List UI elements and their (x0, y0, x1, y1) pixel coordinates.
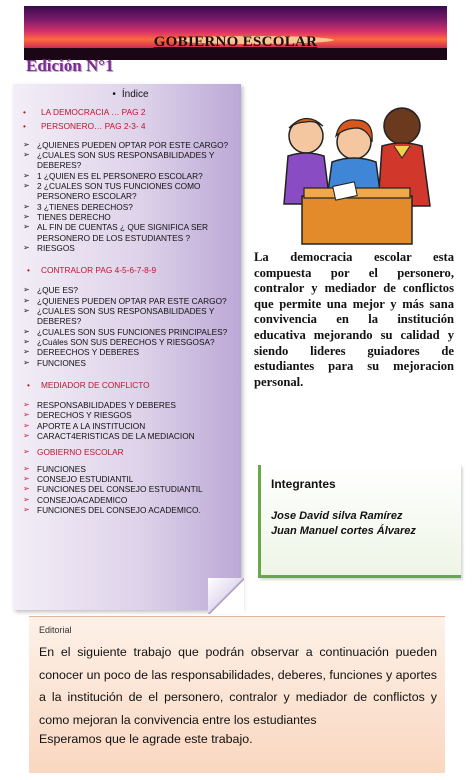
index-item: ➢ ¿CUALES SON SUS RESPONSABILIDADES Y DEBERES? (23, 306, 238, 327)
index-item: ➢ GOBIERNO ESCOLAR (23, 447, 238, 457)
index-list (23, 90, 238, 515)
page-title: GOBIERNO ESCOLAR (153, 34, 318, 50)
index-item: ➢ CARACT4ERISTICAS DE LA MEDIACION (23, 431, 238, 441)
editorial-closing: Esperamos que le agrade este trabajo. (39, 732, 253, 746)
index-item: ➢ 2 ¿CUALES SON TUS FUNCIONES COMO PERSONERO ESCOLAR? (23, 181, 238, 202)
index-title-text: Índice (121, 89, 149, 100)
index-item: ➢ DERECHOS Y RIESGOS (23, 410, 238, 420)
team-heading: Integrantes (271, 477, 336, 491)
team-member-2: Juan Manuel cortes Álvarez (271, 525, 416, 537)
index-item: ➢ FUNCIONES DEL CONSEJO ACADEMICO. (23, 505, 238, 515)
index-item: ➢ AL FIN DE CUENTAS ¿ QUE SIGNIFICA SER PERSONERO DE LOS ESTUDIANTES ? (23, 222, 238, 243)
editorial-body: En el siguiente trabajo que podrán observar a continuación pueden conocer un poco de las responsabilidades, deberes, funciones y aportes a la institución de el personero, contralor y mediador de conflictos y como mejoran la convivencia entre los estudiantes (39, 645, 437, 727)
team-box (258, 465, 461, 578)
bullet-icon: • (112, 89, 116, 100)
editorial-label: Editorial (39, 625, 72, 635)
index-section: • MEDIADOR DE CONFLICTO (23, 380, 238, 390)
index-item: ➢ CONSEJO ESTUDIANTIL (23, 474, 238, 484)
students-voting-illustration (262, 96, 440, 246)
team-member-1: Jose David silva Ramírez (271, 510, 403, 522)
header-banner (24, 6, 447, 60)
index-item: ➢ FUNCIONES DEL CONSEJO ESTUDIANTIL (23, 484, 238, 494)
index-item: ➢ ¿CUALES SON SUS RESPONSABILIDADES Y DEBERES? (23, 150, 238, 171)
index-item: ➢ FUNCIONES (23, 358, 238, 368)
index-panel (13, 84, 241, 610)
index-section: • PERSONERO… PAG 2-3- 4 (23, 121, 238, 131)
index-item: ➢ TIENES DERECHO (23, 212, 238, 222)
index-item: ➢ 1 ¿QUIEN ES EL PERSONERO ESCOLAR? (23, 171, 238, 181)
index-gap (23, 368, 238, 374)
index-section: • LA DEMOCRACIA … PAG 2 (23, 107, 238, 117)
editorial-box (29, 616, 445, 773)
democracy-paragraph: La democracia escolar esta compuesta por el personero, contralor y mediador de conflictos que permite una mejor y más sana convivencia en la institución educativa mejorando su calidad y siendo lideres guiadores de estudiantes para su mejoracion personal. (254, 250, 454, 389)
index-item: ➢ ¿QUE ES? (23, 285, 238, 295)
index-item: ➢ ¿CUALES SON SUS FUNCIONES PRINCIPALES? (23, 327, 238, 337)
page-curl-decoration (208, 578, 244, 614)
ballot-box (302, 196, 412, 244)
index-item: ➢ RIESGOS (23, 243, 238, 253)
index-gap (23, 253, 238, 259)
index-item: ➢ CONSEJOACADEMICO (23, 495, 238, 505)
index-item: ➢ 3 ¿TIENES DERECHOS? (23, 202, 238, 212)
index-section: • CONTRALOR PAG 4-5-6-7-8-9 (23, 265, 238, 275)
edition-label: Edición N°1 (26, 56, 114, 75)
index-item: ➢ RESPONSABILIDADES Y DEBERES (23, 400, 238, 410)
index-item: ➢ APORTE A LA INSTITUCION (23, 421, 238, 431)
index-item: ➢ DEREECHOS Y DEBERES (23, 347, 238, 357)
index-title (23, 90, 238, 100)
index-item: ➢ ¿QUIENES PUEDEN OPTAR POR ESTE CARGO? (23, 140, 238, 150)
index-item: ➢ ¿QUIENES PUEDEN OPTAR PAR ESTE CARGO? (23, 296, 238, 306)
index-item: ➢ FUNCIONES (23, 464, 238, 474)
index-item: ➢ ¿Cuáles SON SUS DERECHOS Y RIESGOSA? (23, 337, 238, 347)
